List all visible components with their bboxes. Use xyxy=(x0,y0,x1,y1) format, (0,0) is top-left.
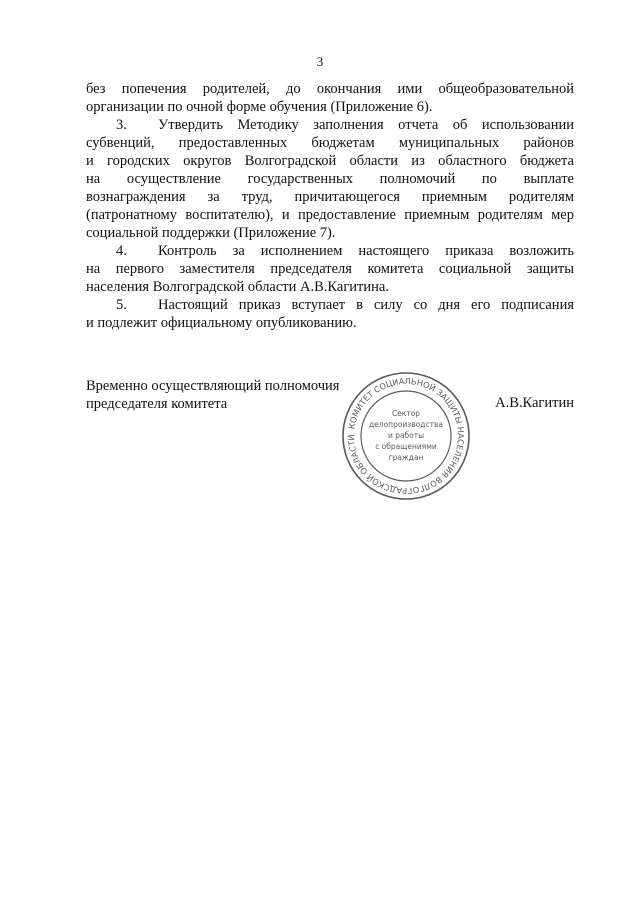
stamp-ring-text: КОМИТЕТ СОЦИАЛЬНОЙ ЗАЩИТЫ НАСЕЛЕНИЯ ВОЛГОГРАДСКОЙ ОБЛАСТИ xyxy=(345,375,467,497)
signer-position: Временно осуществляющий полномочия xyxy=(86,378,340,394)
stamp-center-text: и работы xyxy=(387,431,425,440)
document-body xyxy=(86,80,574,332)
text-line: Утвердить Методику заполнения отчета об использовании xyxy=(158,117,574,133)
page-number: 3 xyxy=(316,54,324,69)
item-number: 4. xyxy=(116,243,127,259)
text-line: на первого заместителя председателя комитета социальной защиты xyxy=(86,261,574,277)
text-line: на осуществление государственных полномочий по выплате xyxy=(86,171,574,187)
text-line: организации по очной форме обучения (Приложение 6). xyxy=(86,99,433,115)
item-number: 5. xyxy=(116,297,127,313)
text-line: социальной поддержки (Приложение 7). xyxy=(86,225,336,241)
text-line: и подлежит официальному опубликованию. xyxy=(86,315,357,331)
paragraph-continuation xyxy=(86,80,574,116)
stamp-center-text: граждан xyxy=(388,453,424,462)
text-line: вознаграждения за труд, причитающегося приемным родителям xyxy=(86,189,574,205)
stamp-center-text: делопроизводства xyxy=(368,420,444,429)
text-line: (патронатному воспитателю), и предоставление приемным родителям мер xyxy=(86,207,574,223)
signer-position: председателя комитета xyxy=(86,396,228,412)
text-line-first xyxy=(86,296,574,314)
text-line: Настоящий приказ вступает в силу со дня его подписания xyxy=(158,297,574,313)
paragraph-item-5 xyxy=(86,296,574,332)
paragraph-item-3 xyxy=(86,116,574,242)
text-line-first xyxy=(86,116,574,134)
text-line: Контроль за исполнением настоящего приказа возложить xyxy=(158,243,574,259)
signer-name: А.В.Кагитин xyxy=(495,395,574,411)
text-line: без попечения родителей, до окончания ими общеобразовательной xyxy=(86,81,574,97)
text-line: субвенций, предоставленных бюджетам муниципальных районов xyxy=(86,135,574,151)
stamp-center-text: с обращениями xyxy=(375,442,437,451)
paragraph-item-4 xyxy=(86,242,574,296)
official-stamp xyxy=(340,370,472,502)
stamp-center-text: Сектор xyxy=(391,409,421,418)
text-line: и городских округов Волгоградской области из областного бюджета xyxy=(86,153,574,169)
item-number: 3. xyxy=(116,117,127,133)
text-line: населения Волгоградской области А.В.Кагитина. xyxy=(86,279,389,295)
text-line-first xyxy=(86,242,574,260)
signature-block xyxy=(86,377,339,413)
